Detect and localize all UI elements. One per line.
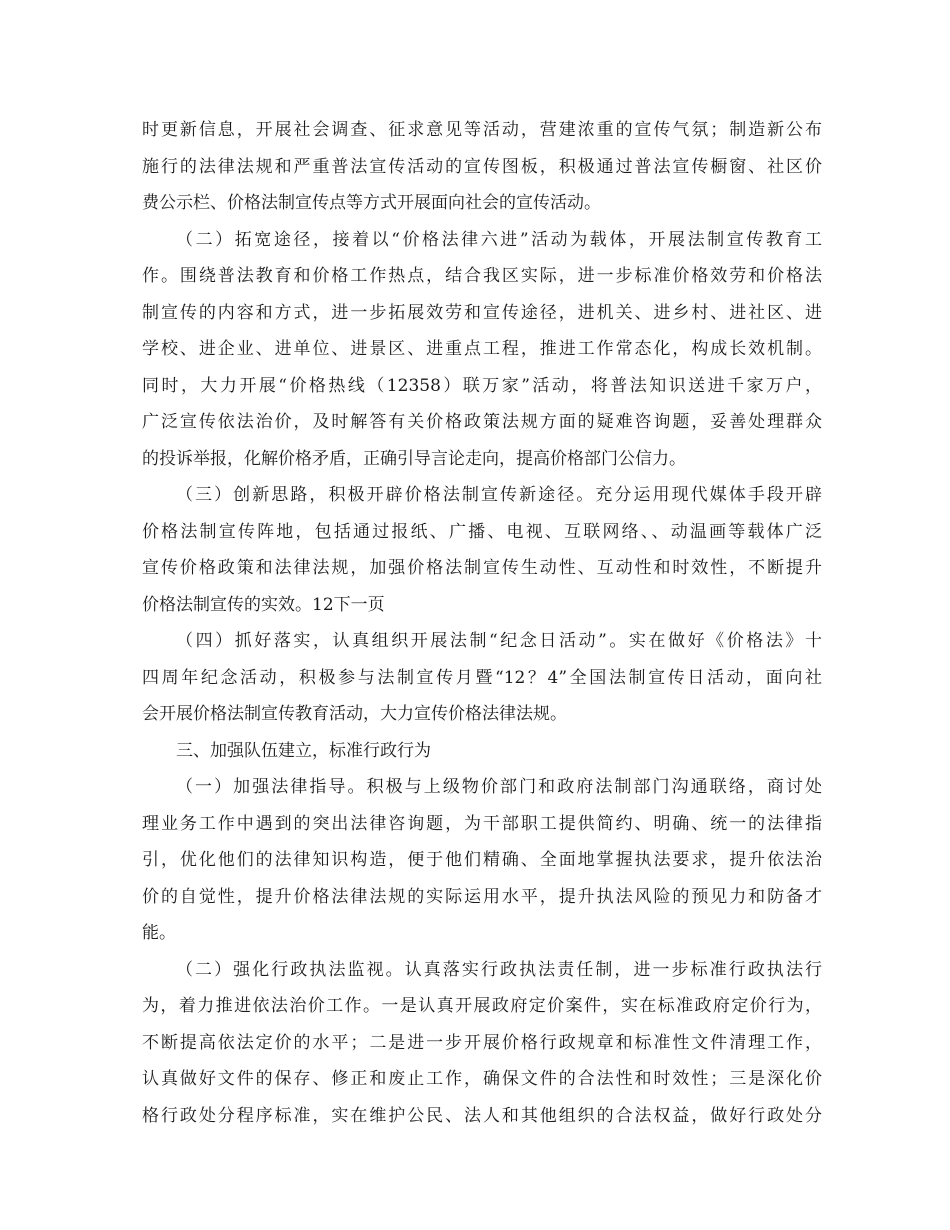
text-line: 时更新信息，开展社会调查、征求意见等活动，营建浓重的宣传气氛；制造新公布 <box>142 120 822 140</box>
text-line: 引，优化他们的法律知识构造，便于他们精确、全面地掌握执法要求，提升依法治 <box>142 850 822 870</box>
text-line: 作。围绕普法教育和价格工作热点，结合我区实际，进一步标准价格效劳和价格法 <box>142 266 822 286</box>
text-line: 四周年纪念活动，积极参与法制宣传月暨“12？4”全国法制宣传日活动，面向社 <box>142 667 822 688</box>
text-line: 施行的法律法规和严重普法宣传活动的宣传图板，积极通过普法宣传橱窗、社区价 <box>142 156 822 177</box>
text-line: 宣传价格政策和法律法规，加强价格法制宣传生动性、互动性和时效性，不断提升 <box>142 558 822 578</box>
text-line: 能。 <box>142 923 176 943</box>
text-line: 价的自觉性，提升价格法律法规的实际运用水平，提升执法风险的预见力和防备才 <box>142 886 822 907</box>
text-line: 学校、进企业、进单位、进景区、进重点工程，推进工作常态化，构成长效机制。 <box>142 339 822 359</box>
text-line: 制宣传的内容和方式，进一步拓展效劳和宣传途径，进机关、进乡村、进社区、进 <box>142 302 822 323</box>
text-line: （三）创新思路，积极开辟价格法制宣传新途径。充分运用现代媒体手段开辟 <box>176 485 822 505</box>
text-line: 费公示栏、价格法制宣传点等方式开展面向社会的宣传活动。 <box>142 193 601 213</box>
text-line: （二）拓宽途径，接着以“价格法律六进”活动为载体，开展法制宣传教育工 <box>176 229 822 250</box>
text-line: （四）抓好落实，认真组织开展法制“纪念日活动”。实在做好《价格法》十 <box>176 631 822 651</box>
text-line: （二）强化行政执法监视。认真落实行政执法责任制，进一步标准行政执法行 <box>176 959 822 980</box>
text-line: 格行政处分程序标准，实在维护公民、法人和其他组织的合法权益，做好行政处分 <box>142 1105 822 1126</box>
text-line: 价格法制宣传阵地，包括通过报纸、广播、电视、互联网络、、动温画等载体广泛 <box>142 521 822 542</box>
text-line: 不断提高依法定价的水平；二是进一步开展价格行政规章和标准性文件清理工作， <box>142 1032 822 1053</box>
text-line: 三、加强队伍建立，标准行政行为 <box>176 740 431 761</box>
text-line: 价格法制宣传的实效。12下一页 <box>142 594 385 615</box>
text-line: （一）加强法律指导。积极与上级物价部门和政府法制部门沟通联络，商讨处 <box>176 777 822 797</box>
text-line: 同时，大力开展“价格热线（12358）联万家”活动，将普法知识送进千家万户， <box>142 375 822 396</box>
document-body <box>142 112 822 1134</box>
text-line: 广泛宣传依法治价，及时解答有关价格政策法规方面的疑难咨询题，妥善处理群众 <box>142 412 822 432</box>
text-line: 会开展价格法制宣传教育活动，大力宣传价格法律法规。 <box>142 704 567 724</box>
text-line: 理业务工作中遇到的突出法律咨询题，为干部职工提供简约、明确、统一的法律指 <box>142 813 822 834</box>
text-line: 的投诉举报，化解价格矛盾，正确引导言论走向，提高价格部门公信力。 <box>142 448 686 469</box>
text-line: 认真做好文件的保存、修正和废止工作，确保文件的合法性和时效性；三是深化价 <box>142 1069 822 1089</box>
text-line: 为，着力推进依法治价工作。一是认真开展政府定价案件，实在标准政府定价行为， <box>142 996 822 1016</box>
